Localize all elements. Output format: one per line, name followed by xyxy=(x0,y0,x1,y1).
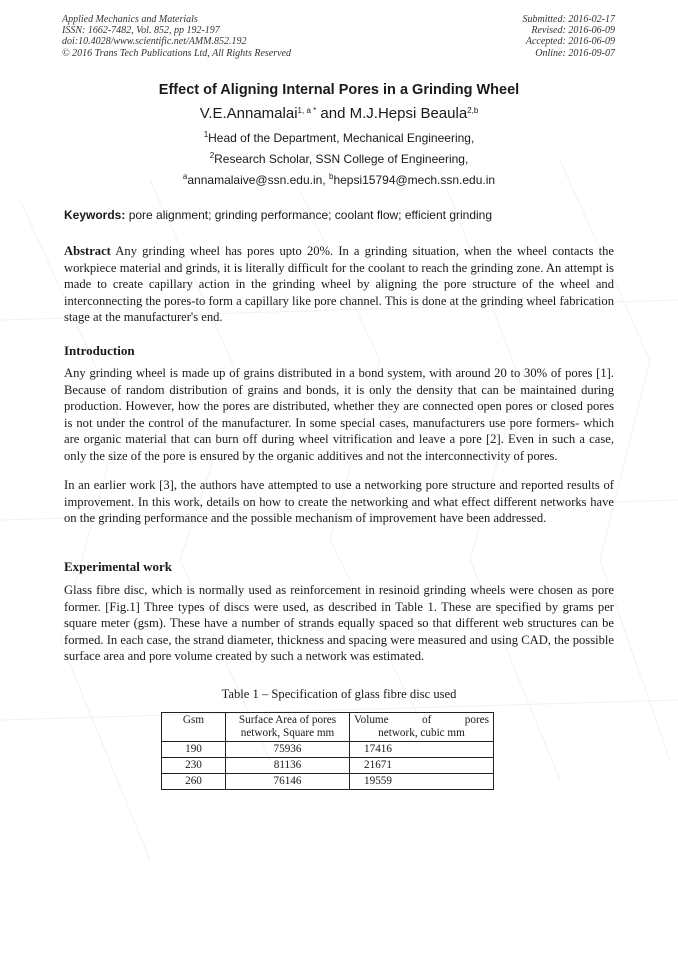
author-1: V.E.Annamalai xyxy=(199,105,298,122)
header-volume-line1: Volume of pores xyxy=(354,714,489,726)
abstract xyxy=(64,243,614,326)
aff2-text: Research Scholar, SSN College of Engineering, xyxy=(214,152,469,166)
journal-info xyxy=(62,14,291,59)
affiliation-1 xyxy=(0,131,678,145)
cell-area: 75936 xyxy=(226,742,350,758)
email-b: hepsi15794@mech.ssn.edu.in xyxy=(333,173,496,187)
introduction-heading: Introduction xyxy=(64,343,135,358)
cell-volume: 21671 xyxy=(350,758,494,774)
abstract-label: Abstract xyxy=(64,244,111,258)
aff2-mark: 2 xyxy=(209,151,215,160)
email-a: annamalaive@ssn.edu.in, xyxy=(187,173,329,187)
copyright-line: © 2016 Trans Tech Publications Ltd, All Rights Reserved xyxy=(62,47,291,59)
experimental-paragraph-1: Glass fibre disc, which is normally used as reinforcement in resinoid grinding wheels were chosen as pore former. [Fig.1] Three types of discs were used, as described in Table 1. These are specified by grams per square meter (gsm). These have a number of strands equally spaced so that different web structures can be formed. In each case, the strand diameter, thickness and spacing were measured and using CAD, the possible surface area and pore volume created by such a network was estimated. xyxy=(64,583,614,664)
submission-dates xyxy=(523,14,616,59)
accepted-date: Accepted: 2016-06-09 xyxy=(525,36,615,48)
experimental-heading: Experimental work xyxy=(64,559,172,574)
keywords-text: pore alignment; grinding performance; coolant flow; efficient grinding xyxy=(125,208,493,222)
table-row xyxy=(162,774,494,790)
author-conjunction: and xyxy=(316,105,350,122)
abstract-text: Any grinding wheel has pores upto 20%. In a grinding situation, when the wheel contacts the workpiece material and grinds, it is literally difficult for the coolant to reach the grinding zone. An attempt is made to create capillary action in the grinding wheel by aligning the pore structure of the wheel and interconnecting the pores-to form a capillary like pore channel. This is done at the grinding wheel fabrication stage at the manufacturer's end. xyxy=(64,244,614,325)
specification-table xyxy=(161,712,494,790)
keywords xyxy=(64,208,624,222)
affiliation-2 xyxy=(0,152,678,166)
authors xyxy=(0,105,678,122)
table-header-row xyxy=(162,713,494,742)
email-a-mark: a xyxy=(182,172,188,181)
cell-area: 76146 xyxy=(226,774,350,790)
email-b-mark: b xyxy=(328,172,334,181)
aff1-text: Head of the Department, Mechanical Engineering, xyxy=(208,131,475,145)
cell-gsm: 190 xyxy=(162,742,226,758)
author-emails xyxy=(0,173,678,187)
header-volume xyxy=(350,713,494,742)
cell-volume: 17416 xyxy=(350,742,494,758)
issn-line: ISSN: 1662-7482, Vol. 852, pp 192-197 xyxy=(62,25,220,37)
header-gsm: Gsm xyxy=(162,713,226,742)
table-row xyxy=(162,742,494,758)
cell-area: 81136 xyxy=(226,758,350,774)
author-2-marks: 2,b xyxy=(467,106,479,115)
keywords-label: Keywords: xyxy=(64,208,126,222)
submitted-date: Submitted: 2016-02-17 xyxy=(522,14,615,25)
table-caption: Table 1 – Specification of glass fibre disc used xyxy=(221,687,457,701)
header-volume-line2: network, cubic mm xyxy=(378,727,465,739)
author-2: M.J.Hepsi Beaula xyxy=(349,105,468,122)
introduction-paragraph-1: Any grinding wheel is made up of grains distributed in a bond system, with around 20 to 30% of pores [1]. Because of random distribution of grains and bonds, it is only the density that can be maintained during production. However, how the pores are distributed, whether they are connected open pores or closed pores is not under the control of the manufacturer. In some special cases, manufacturers use pore formers- which are organic material that can burn off during wheel vitrification and leave a pore [2]. Even in such a case, only the size of the pore is ensured by the organic additives and not the interconnectivity of pores. xyxy=(64,366,614,463)
cell-gsm: 230 xyxy=(162,758,226,774)
header-surface-area: Surface Area of pores network, Square mm xyxy=(226,713,350,742)
aff1-mark: 1 xyxy=(203,130,209,139)
cell-volume: 19559 xyxy=(350,774,494,790)
table-row xyxy=(162,758,494,774)
introduction-paragraph-2: In an earlier work [3], the authors have attempted to use a networking pore structure and reported results of improvement. In this work, details on how to create the networking and what effect different networks have on the grinding performance and the possible mechanism of improvement have been addressed. xyxy=(64,478,614,526)
online-date: Online: 2016-09-07 xyxy=(535,47,615,59)
doi-line: doi:10.4028/www.scientific.net/AMM.852.192 xyxy=(62,36,247,48)
revised-date: Revised: 2016-06-09 xyxy=(531,25,615,37)
author-1-marks: 1, a * xyxy=(297,106,317,115)
journal-name: Applied Mechanics and Materials xyxy=(62,14,198,25)
paper-title: Effect of Aligning Internal Pores in a Grinding Wheel xyxy=(158,82,520,98)
cell-gsm: 260 xyxy=(162,774,226,790)
